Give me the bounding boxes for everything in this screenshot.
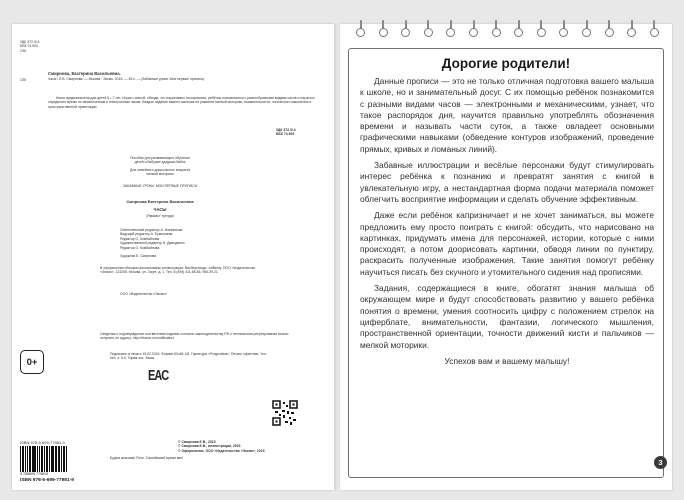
genre-line: Для семейного дошкольного возраста [130,167,190,172]
eac-mark: EAC [148,367,169,385]
spiral-ring [356,28,365,37]
age-rating-badge: 0+ [20,350,44,374]
udk-right-block [276,128,296,137]
preface-paragraph: Задания, содержащиеся в книге, обогатят знания малыша об окружающем мире и будут способствовать развитию у вашего ребёнка понятия о времени, умения соотносить цифру с положением стрелок на циферблате, внимательности, фантазии, логического мышления, пространственной ориентации, точности движений кисти и пальчиков — мелкой моторики. [360,283,654,350]
credit-line: Редактор О. Комбайнова [120,245,160,250]
catalog-code: С50 [20,78,27,82]
bbk-right-line: ББК 74.903 [276,132,295,137]
isbn-main: ISBN 978-5-699-77981-9 [20,478,74,483]
udk-block [20,40,39,53]
barcode-icon [20,446,68,472]
credits-block [120,228,270,250]
genre-line: мелкой моторики [146,172,174,177]
udk-right-line: УДК 372.3/.4 [276,128,296,132]
copyright-line: © Смирнова Е.В., иллюстрации, 2015 [178,444,241,449]
genre-block [100,156,220,177]
copyright-block [178,440,328,453]
genre-line: Пособие для развивающего обучения [130,156,190,160]
preface-body [360,76,654,372]
brand-line: Будем знакомы! Росе. Салюбимый время вас! [110,456,184,460]
series-line: ЗАБАВНЫЕ УРОКИ. МОИ ПЕРВЫЕ ПРОПИСИ [122,184,198,188]
page-number: 3 [654,456,667,469]
legal-block: В оформлении обложки использованы иллюстрации: ВасФернандо. ArtBesfy. ООО «Издательство «Эксмо». 123308, Москва, ул. Зорге, д. 1. Тел. 8 (495) 411-68-86, 956-39-21. [100,266,256,275]
barcode-digits: 9 785699 779819 [20,472,48,476]
author-code-line: С50 [20,48,27,53]
credit-line: Художественный редактор В. Давыденко [120,241,185,246]
spiral-ring [424,28,433,37]
credit-line: Редактор О. Комбайнова [120,236,160,241]
spiral-ring [582,28,591,37]
isbn-small: ISBN 978-5-699-77981-9 [20,440,65,445]
book-title: ЧАСЫ [153,207,167,212]
artist-credit: Художник Е. Смирнова [120,254,157,258]
print-info: Подписано в печать 15.02.2015. Формат 60x84 1/8. Гарнитура «Pragmatica». Печать офсетная. Усл. печ. л. 5,6. Тираж экз. Заказ [110,352,267,361]
certificate-text: Сведения о подтверждении соответствия издания согласно законодательству РФ о техническом регулировании можно получить по адресу: http://eksmo.ru/certification/ [100,332,289,341]
catalog-text: Часы / Е.В. Смирнова. — Москва : Эксмо, 2015. — 48 с. — (Забавные уроки. Мои первые прописи). [48,77,205,81]
copyright-line: © Смирнова Е.В., 2015 [178,440,216,444]
genre-line: детей и бабушке дедушки бабок [134,160,186,165]
credit-line: Ведущий редактор А. Ермолаева [120,232,173,237]
closing-line: Успехов вам и вашему малышу! [444,355,570,366]
qr-code-icon [272,400,298,426]
page-title: Дорогие родители! [441,56,571,71]
book-subtitle: (Ямакаст тренди) [146,214,174,218]
author-name: Смирнова Екатерина Васильевна [126,199,194,204]
preface-paragraph: Даже если ребёнок капризничает и не хочет заниматься, вы можете предложить ему просто поиграть с книгой: обсудить, что нарисовано на картинках, придумать имена для персонажей, истории, которые с ними происходят, а потом доорисовать картинки, обводя линии по пунктиру, раскрасить полученные изображения. Такие занятия помогут ребёнку научиться писать без скучного и утомительного сидения над прописями. [360,210,654,277]
bbk-line: ББК 74.903 [20,44,38,49]
spiral-ring [650,28,659,37]
spiral-ring [469,28,478,37]
annotation-text: Книга предназначена для детей 5—7 лет. Играя с книгой, обводя, что нарисовано на картинках, ребёнок познакомится с разнообразными видами часов и научится определять время по механическим и электронным часам. Каждое задание вашего малыша на развитие мелкой моторики, внимательности, логического мышления и пространственной ориентации. [48,96,315,109]
author-header: Смирнова, Екатерина Васильевна. [48,71,121,76]
credit-line: Ответственный редактор А. Жилинская [120,228,183,232]
spiral-ring [492,28,501,37]
spiral-ring [379,28,388,37]
spiral-ring [537,28,546,37]
copyright-line: © Оформление. ООО «Издательство «Эксмо», 2015 [178,448,265,453]
preface-paragraph: Данные прописи — это не только отличная подготовка вашего малыша к школе, но и занимательный досуг. С их помощью ребёнок познакомится с разными видами часов — электронными и механическими, узнает, что такое распорядок дня, научится правильно употреблять обозначения времени и называть части суток, а также овладеет основными графическими навыками (обведение контуров изображений, проведение прямых, кривых и ломаных линий). [360,76,654,154]
preface-paragraph: Забавные иллюстрации и весёлые персонажи будут стимулировать интерес ребёнка к познанию и превратят занятия с книгой в увлекательную игру, а нестандартная форма подачи материала поможет облегчить восприятие информации и сделать обучение эффективным. [360,160,654,204]
spiral-ring [605,28,614,37]
udk-line: УДК 372.3/.4 [20,40,40,44]
publisher-name: ООО «Издательство «Эксмо» [120,292,167,296]
